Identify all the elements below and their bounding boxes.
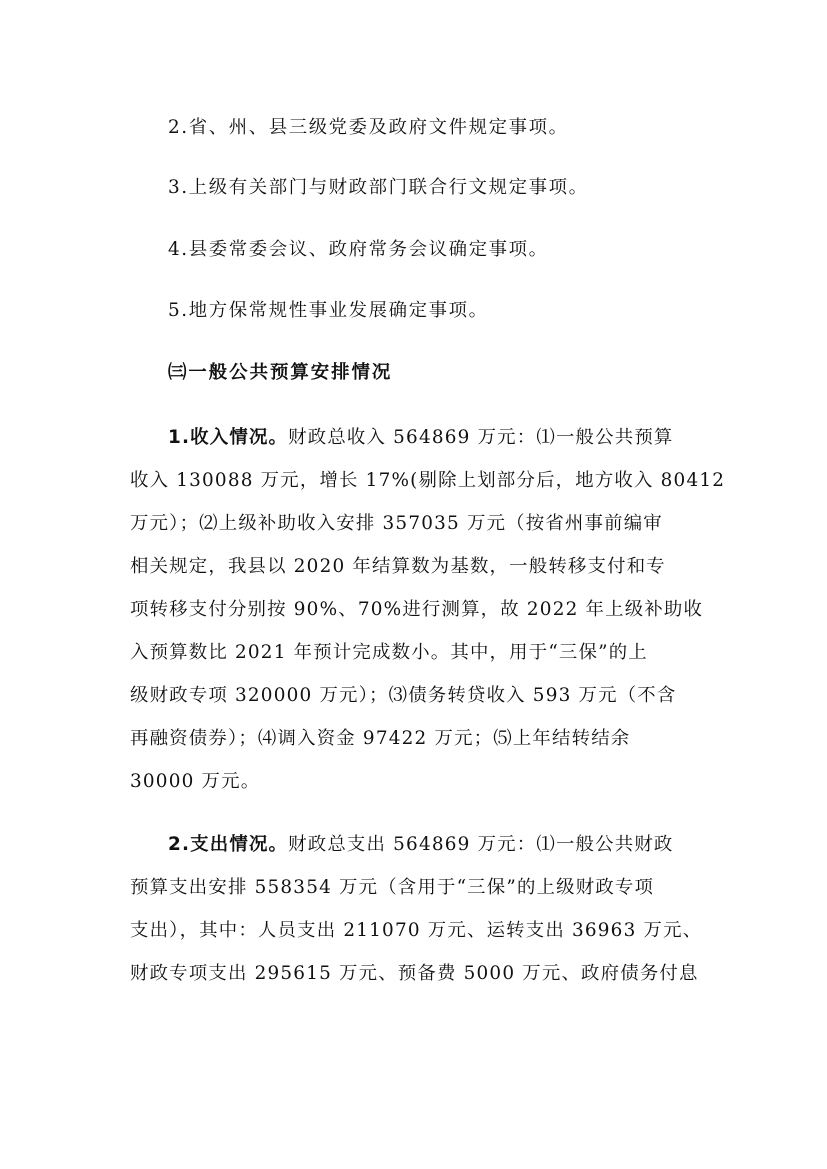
paragraph-lead: 1.收入情况。 xyxy=(168,427,289,448)
paragraph-line: 项转移支付分别按 90%、70%进行测算，故 2022 年上级补助收 xyxy=(130,599,704,620)
expense-paragraph xyxy=(130,823,701,995)
paragraph-line: 预算支出安排 558354 万元（含用于“三保”的上级财政专项 xyxy=(130,877,655,898)
paragraph-line: 级财政专项 320000 万元）；⑶债务转贷收入 593 万元（不含 xyxy=(130,685,677,706)
paragraph-line: 30000 万元。 xyxy=(130,771,261,792)
paragraph-lead: 2.支出情况。 xyxy=(168,834,289,855)
paragraph-line: 再融资债券）；⑷调入资金 97422 万元；⑸上年结转结余 xyxy=(130,728,631,749)
paragraph-line: 1.收入情况。财政总收入 564869 万元：⑴一般公共预算 xyxy=(168,427,674,448)
paragraph-line: 2.支出情况。财政总支出 564869 万元：⑴一般公共财政 xyxy=(168,834,674,855)
paragraph-line: 财政专项支出 295615 万元、预备费 5000 万元、政府债务付息 xyxy=(130,963,699,984)
list-item: 5.地方保常规性事业发展确定事项。 xyxy=(168,300,489,321)
list-item: 3.上级有关部门与财政部门联合行文规定事项。 xyxy=(168,177,589,198)
income-paragraph xyxy=(130,416,726,803)
paragraph-line: 收入 130088 万元，增长 17%(剔除上划部分后，地方收入 80412 xyxy=(130,470,726,491)
paragraph-line: 入预算数比 2021 年预计完成数小。其中，用于“三保”的上 xyxy=(130,642,648,663)
section-heading: ㈢一般公共预算安排情况 xyxy=(168,362,393,383)
paragraph-line: 相关规定，我县以 2020 年结算数为基数，一般转移支付和专 xyxy=(130,556,666,577)
paragraph-line: 万元）；⑵上级补助收入安排 357035 万元（按省州事前编审 xyxy=(130,513,663,534)
list-item: 2.省、州、县三级党委及政府文件规定事项。 xyxy=(168,117,569,138)
list-item: 4.县委常委会议、政府常务会议确定事项。 xyxy=(168,239,549,260)
paragraph-line: 支出），其中：人员支出 211070 万元、运转支出 36963 万元、 xyxy=(130,920,703,941)
